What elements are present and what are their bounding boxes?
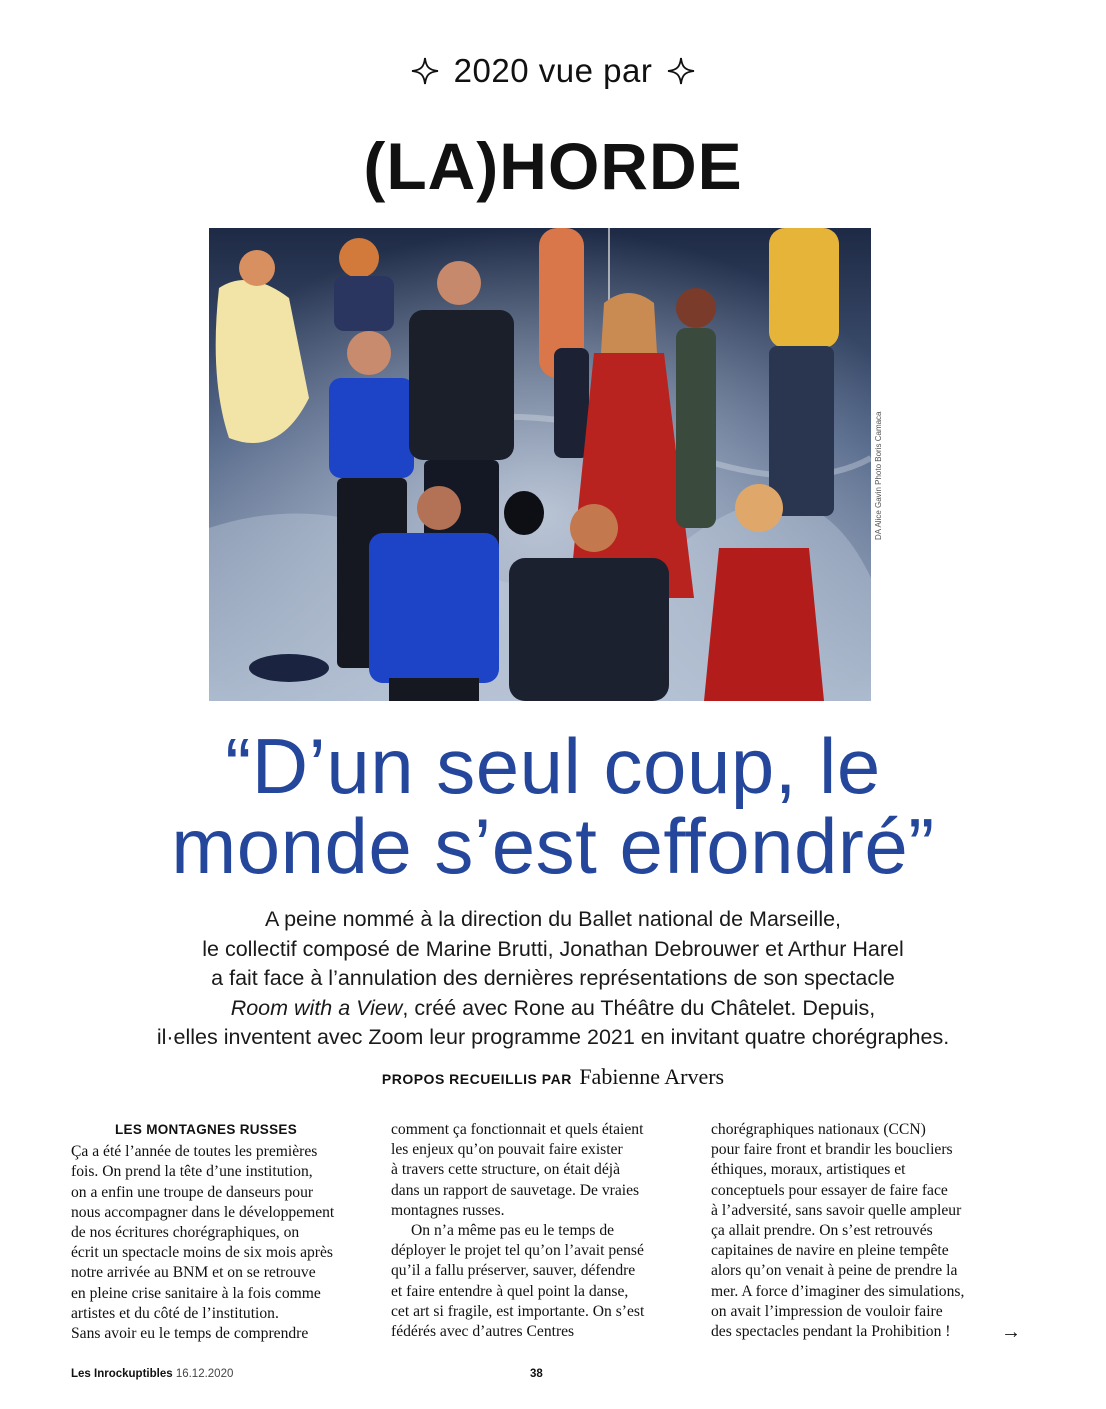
- text-line: Sans avoir eu le temps de comprendre: [71, 1325, 309, 1343]
- quote-line: monde s’est effondré”: [171, 802, 935, 890]
- text-line: en pleine crise sanitaire à la fois comme: [71, 1284, 321, 1302]
- text-line: on a enfin une troupe de danseurs pour: [71, 1183, 314, 1201]
- section-subhead: LES MONTAGNES RUSSES: [115, 1122, 298, 1137]
- text-line: montagnes russes.: [391, 1201, 505, 1219]
- photo-credit: DA Alice Gavin Photo Boris Camaca: [874, 411, 883, 540]
- byline-label: PROPOS RECUEILLIS PAR: [381, 1071, 572, 1087]
- lede-line-rest: , créé avec Rone au Théâtre du Châtelet. Depuis,: [402, 995, 876, 1020]
- article-column-3: [711, 1120, 1001, 1342]
- text-line: alors qu’on venait à peine de prendre la: [711, 1262, 958, 1280]
- text-line: fois. On prend la tête d’une institution,: [71, 1163, 313, 1181]
- text-line: artistes et du côté de l’institution.: [71, 1304, 279, 1322]
- quote-line: “D’un seul coup, le: [225, 722, 881, 810]
- byline: [0, 1064, 1106, 1090]
- text-line: ça allait prendre. On s’est retrouvés: [711, 1222, 933, 1240]
- text-line: capitaines de navire en pleine tempête: [711, 1242, 949, 1260]
- text-line: à l’adversité, sans savoir quelle ampleur: [711, 1201, 962, 1219]
- text-line: chorégraphiques nationaux (CCN): [711, 1121, 926, 1138]
- kicker: [0, 52, 1106, 90]
- footer-magazine: [71, 1368, 233, 1380]
- pull-quote: [30, 722, 1076, 890]
- text-line: éthiques, moraux, artistiques et: [711, 1161, 906, 1179]
- text-line: notre arrivée au BNM et on se retrouve: [71, 1264, 316, 1282]
- text-line: fédérés avec d’autres Centres: [391, 1323, 575, 1341]
- text-line: on avait l’impression de vouloir faire: [711, 1302, 943, 1320]
- text-line: les enjeux qu’on pouvait faire exister: [391, 1141, 623, 1159]
- continue-arrow-icon: →: [1001, 1321, 1021, 1343]
- headline: (LA)HORDE: [363, 129, 743, 203]
- text-line: nous accompagner dans le développement: [71, 1203, 335, 1221]
- text-line: conceptuels pour essayer de faire face: [711, 1181, 948, 1199]
- sparkle-icon: [666, 56, 696, 86]
- lede-line: [40, 994, 1066, 1024]
- sparkle-icon: [410, 56, 440, 86]
- text-line: écrit un spectacle moins de six mois après: [71, 1244, 333, 1262]
- article-column-2: [391, 1120, 681, 1342]
- lede-line: le collectif composé de Marine Brutti, Jonathan Debrouwer et Arthur Harel: [202, 936, 904, 961]
- lede: [40, 905, 1066, 1053]
- byline-author: Fabienne Arvers: [579, 1064, 725, 1089]
- text-line: dans un rapport de sauvetage. De vraies: [391, 1181, 640, 1199]
- text-line: des spectacles pendant la Prohibition !: [711, 1323, 951, 1341]
- text-line: et faire entendre à quel point la danse,: [391, 1282, 629, 1300]
- issue-date: 16.12.2020: [175, 1368, 234, 1380]
- kicker-text: 2020 vue par: [453, 52, 653, 89]
- text-line: qu’il a fallu préserver, sauver, défendre: [391, 1262, 636, 1280]
- lede-line: il·elles inventent avec Zoom leur programme 2021 en invitant quatre chorégraphes.: [156, 1025, 950, 1049]
- text-line: mer. A force d’imaginer des simulations,: [711, 1282, 965, 1300]
- text-line: Ça a été l’année de toutes les premières: [71, 1143, 318, 1161]
- text-line: de nos écritures chorégraphiques, on: [71, 1224, 300, 1242]
- text-line: On n’a même pas eu le temps de: [411, 1222, 615, 1240]
- show-title: Room with a View: [230, 995, 403, 1020]
- article-photo: [209, 228, 871, 701]
- page-number: 38: [530, 1368, 543, 1380]
- text-line: cet art si fragile, est importante. On s’est: [391, 1302, 645, 1320]
- lede-line: A peine nommé à la direction du Ballet national de Marseille,: [264, 907, 842, 931]
- dancers-photo-illustration: [209, 228, 871, 701]
- lede-line: a fait face à l’annulation des dernières représentations de son spectacle: [211, 966, 895, 990]
- text-line: déployer le projet tel qu’on l’avait pensé: [391, 1242, 644, 1260]
- article-column-1: [71, 1120, 361, 1344]
- magazine-name: Les Inrockuptibles: [71, 1368, 173, 1380]
- text-line: comment ça fonctionnait et quels étaient: [391, 1121, 644, 1138]
- text-line: à travers cette structure, on était déjà: [391, 1161, 621, 1179]
- text-line: pour faire front et brandir les boucliers: [711, 1141, 953, 1159]
